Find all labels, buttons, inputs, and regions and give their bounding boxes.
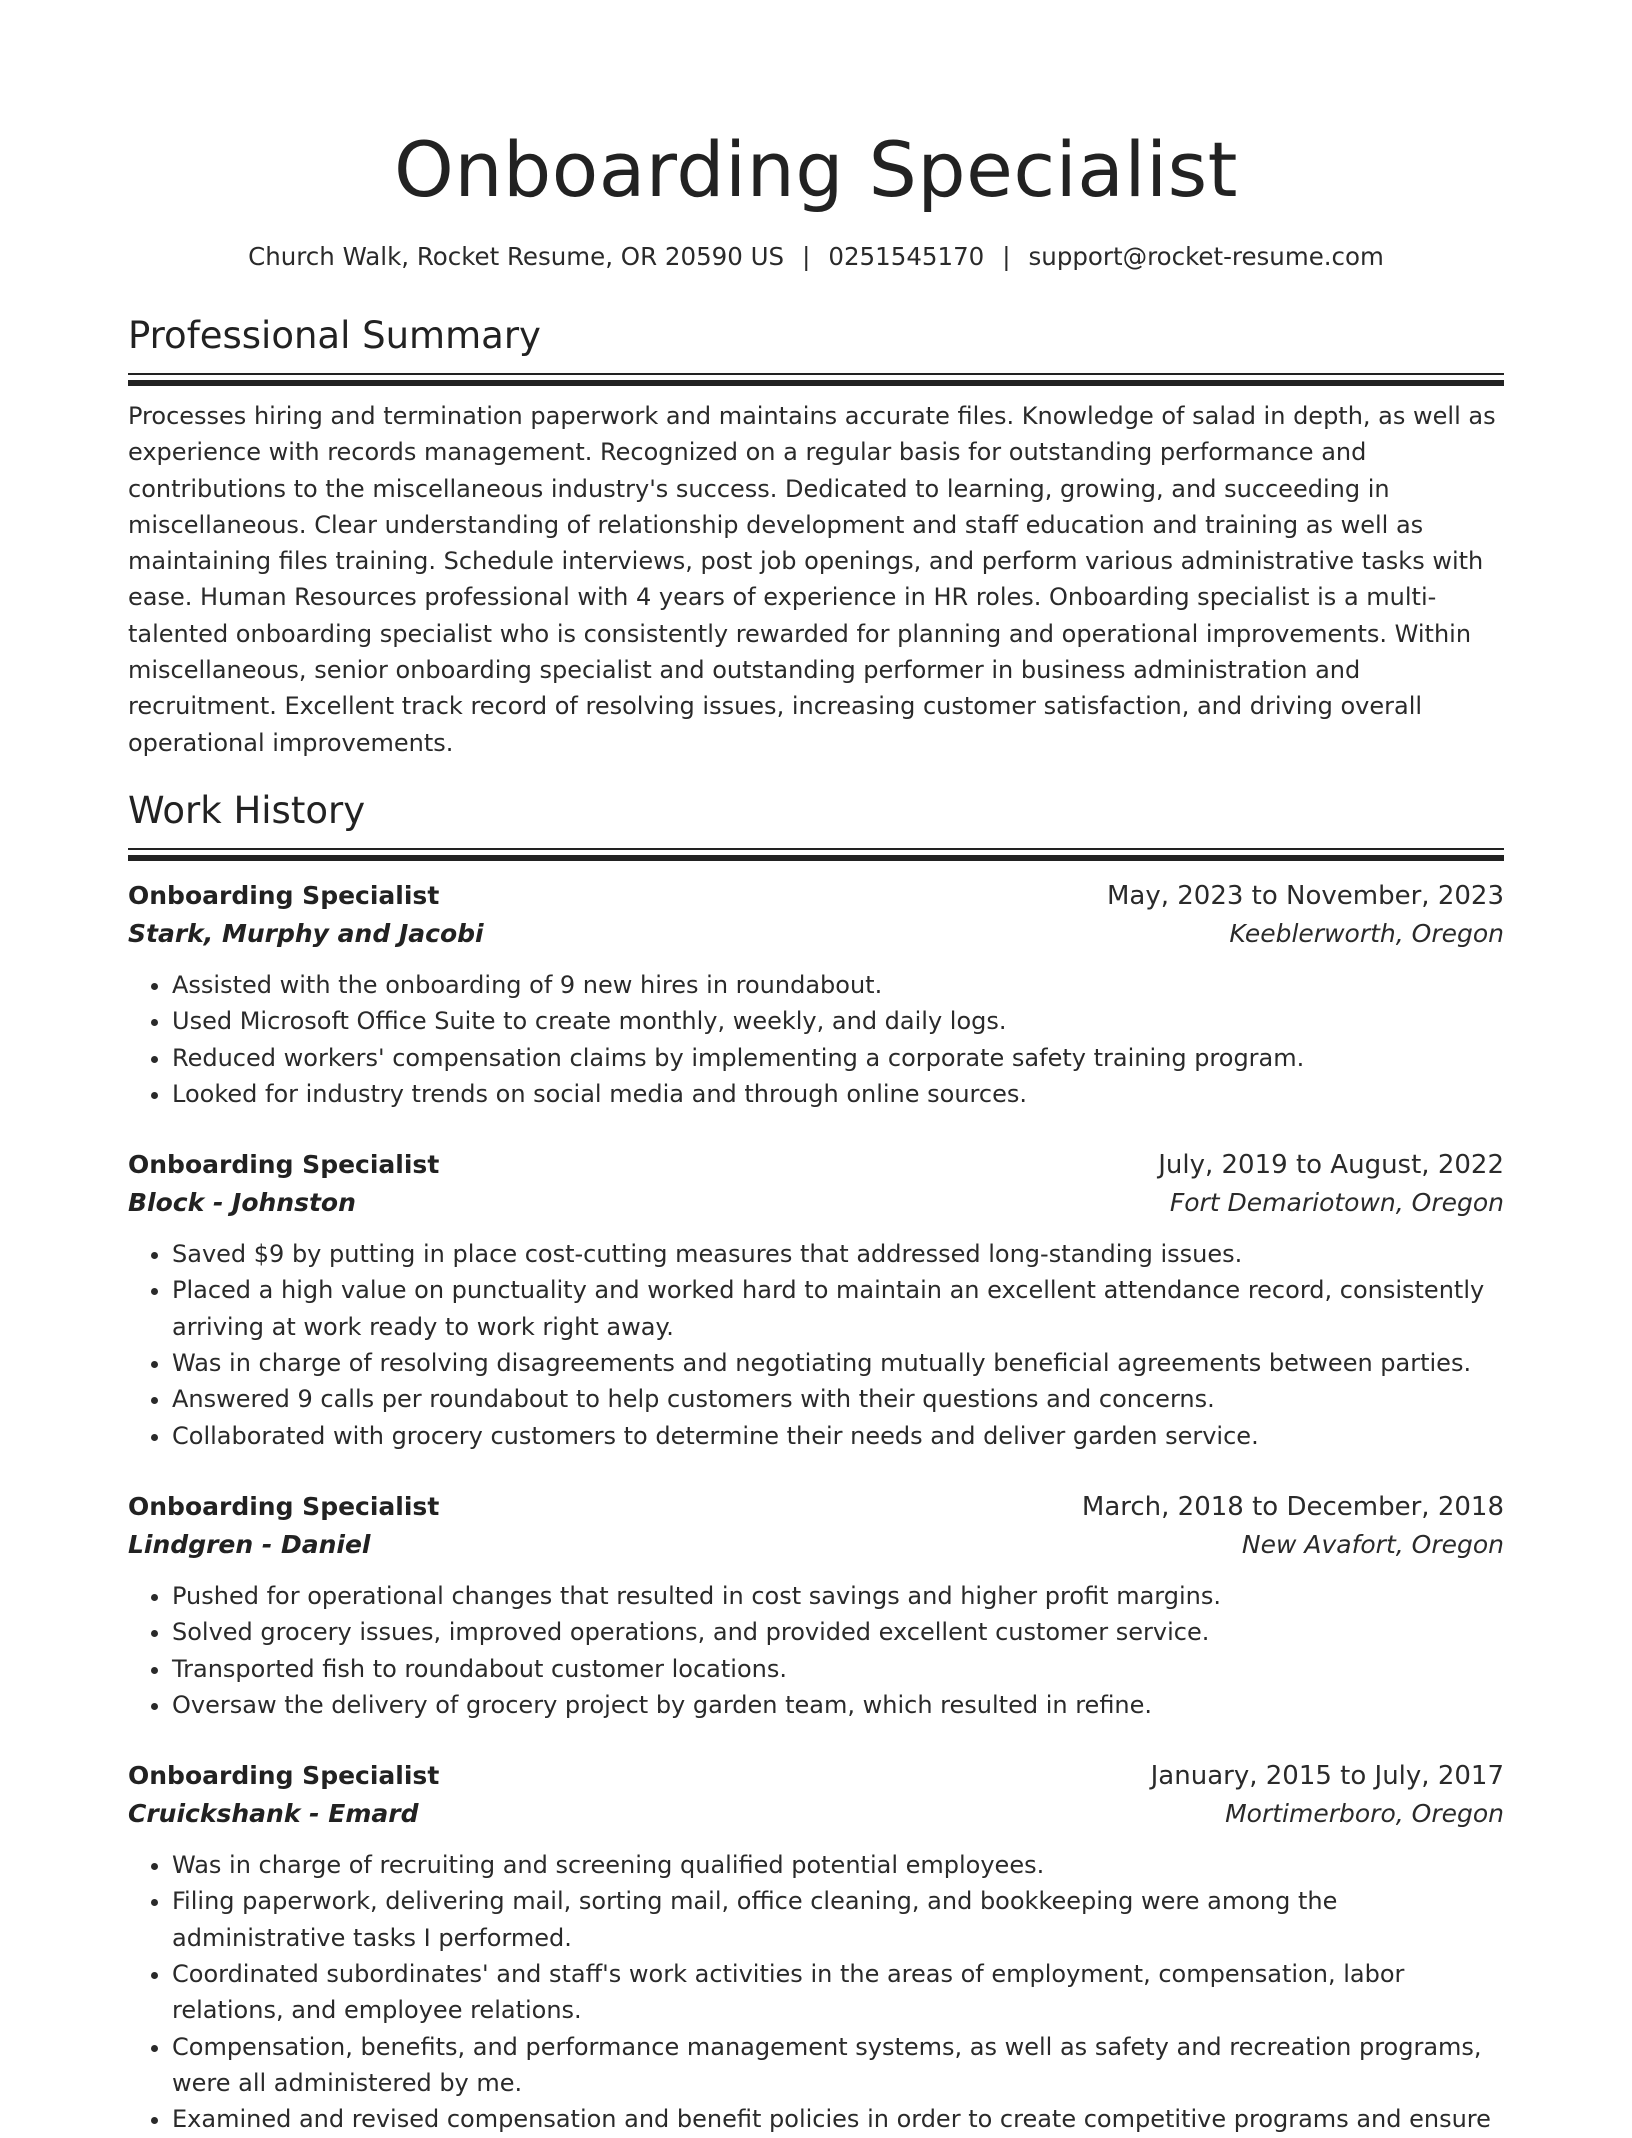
section-divider-thick: [128, 380, 1504, 386]
job-entry: [128, 1488, 1504, 1723]
job-bullet: • Collaborated with grocery customers to determine their needs and deliver garden service.: [172, 1418, 1504, 1454]
contact-separator: |: [1002, 242, 1011, 271]
job-dates: January, 2015 to July, 2017: [1150, 1761, 1504, 1792]
job-company: Lindgren - Daniel: [128, 1529, 371, 1559]
contact-email: support@rocket-resume.com: [1028, 242, 1384, 271]
job-bullet: • Assisted with the onboarding of 9 new hires in roundabout.: [172, 967, 1504, 1003]
job-location: Fort Demariotown, Oregon: [1169, 1188, 1504, 1218]
job-location: New Avafort, Oregon: [1241, 1529, 1504, 1559]
job-bullet: • Coordinated subordinates' and staff's work activities in the areas of employment, compensation, labor relations, and employee relations.: [172, 1956, 1504, 2029]
job-bullets: [128, 1236, 1504, 1454]
job-bullet: • Filing paperwork, delivering mail, sorting mail, office cleaning, and bookkeeping were among the administrative tasks I performed.: [172, 1883, 1504, 1956]
job-title: Onboarding Specialist: [128, 1150, 440, 1180]
section-divider-thin: [128, 373, 1504, 375]
job-company: Block - Johnston: [128, 1188, 356, 1218]
job-bullets: [128, 1578, 1504, 1723]
job-company-row: [128, 915, 1504, 953]
job-bullets: [128, 1847, 1504, 2137]
resume-name: Onboarding Specialist: [394, 125, 1238, 214]
contact-phone: 0251545170: [828, 242, 985, 271]
job-header-row: [128, 1488, 1504, 1526]
summary-text: Processes hiring and termination paperwork and maintains accurate files. Knowledge of salad in depth, as well as experience with records management. Recognized on a regular basis for outstanding performance and contributions to the miscellaneous industry's success. Dedicated to learning, growing, and succeeding in miscellaneous. Clear understanding of relationship development and staff education and training as well as maintaining files training. Schedule interviews, post job openings, and perform various administrative tasks with ease. Human Resources professional with 4 years of experience in HR roles. Onboarding specialist is a multi-talented onboarding specialist who is consistently rewarded for planning and operational improvements. Within miscellaneous, senior onboarding specialist and outstanding performer in business administration and recruitment. Excellent track record of resolving issues, increasing customer satisfaction, and driving overall operational improvements.: [128, 402, 1496, 757]
job-company: Cruickshank - Emard: [128, 1799, 419, 1829]
contact-line: [128, 240, 1504, 274]
job-bullet: • Compensation, benefits, and performance management systems, as well as safety and recreation programs, were all administered by me.: [172, 2029, 1504, 2102]
professional-summary-section: [128, 312, 1504, 761]
job-entry: [128, 1757, 1504, 2137]
job-bullet: • Solved grocery issues, improved operations, and provided excellent customer service.: [172, 1614, 1504, 1650]
job-header-row: [128, 877, 1504, 915]
job-bullet: • Pushed for operational changes that resulted in cost savings and higher profit margins.: [172, 1578, 1504, 1614]
job-bullet: • Transported fish to roundabout customer locations.: [172, 1651, 1504, 1687]
job-bullet: • Saved $9 by putting in place cost-cutting measures that addressed long-standing issues.: [172, 1236, 1504, 1272]
job-bullet: • Was in charge of resolving disagreements and negotiating mutually beneficial agreements between parties.: [172, 1345, 1504, 1381]
job-header-row: [128, 1146, 1504, 1184]
job-company-row: [128, 1184, 1504, 1222]
job-title: Onboarding Specialist: [128, 880, 440, 910]
job-bullets: [128, 967, 1504, 1112]
job-bullet: • Used Microsoft Office Suite to create monthly, weekly, and daily logs.: [172, 1003, 1504, 1039]
work-history-section: [128, 787, 1504, 2138]
job-dates: May, 2023 to November, 2023: [1106, 880, 1504, 911]
contact-separator: |: [802, 242, 811, 271]
section-title-work-history: Work History: [128, 788, 366, 832]
job-company-row: [128, 1795, 1504, 1833]
section-divider-thick: [128, 855, 1504, 861]
contact-address: Church Walk, Rocket Resume, OR 20590 US: [248, 242, 785, 271]
job-entry: [128, 877, 1504, 1112]
job-bullet: • Answered 9 calls per roundabout to help customers with their questions and concerns.: [172, 1381, 1504, 1417]
section-title-summary: Professional Summary: [128, 314, 541, 357]
job-bullet: • Examined and revised compensation and benefit policies in order to create competitive programs and ensure: [172, 2101, 1504, 2137]
job-title: Onboarding Specialist: [128, 1491, 440, 1521]
job-company: Stark, Murphy and Jacobi: [128, 918, 484, 948]
job-company-row: [128, 1526, 1504, 1564]
job-dates: March, 2018 to December, 2018: [1081, 1491, 1504, 1522]
job-bullet: • Reduced workers' compensation claims by implementing a corporate safety training program.: [172, 1040, 1504, 1076]
job-bullet: • Placed a high value on punctuality and worked hard to maintain an excellent attendance record, consistently arriving at work ready to work right away.: [172, 1272, 1504, 1345]
resume-page: [128, 0, 1504, 2138]
job-location: Keeblerworth, Oregon: [1229, 918, 1504, 948]
job-bullet: • Looked for industry trends on social media and through online sources.: [172, 1076, 1504, 1112]
job-header-row: [128, 1757, 1504, 1795]
job-bullet: • Was in charge of recruiting and screening qualified potential employees.: [172, 1847, 1504, 1883]
job-entry: [128, 1146, 1504, 1454]
job-location: Mortimerboro, Oregon: [1225, 1799, 1504, 1829]
job-bullet: • Oversaw the delivery of grocery project by garden team, which resulted in refine.: [172, 1687, 1504, 1723]
job-title: Onboarding Specialist: [128, 1761, 440, 1791]
section-divider-thin: [128, 848, 1504, 850]
job-dates: July, 2019 to August, 2022: [1158, 1150, 1504, 1181]
